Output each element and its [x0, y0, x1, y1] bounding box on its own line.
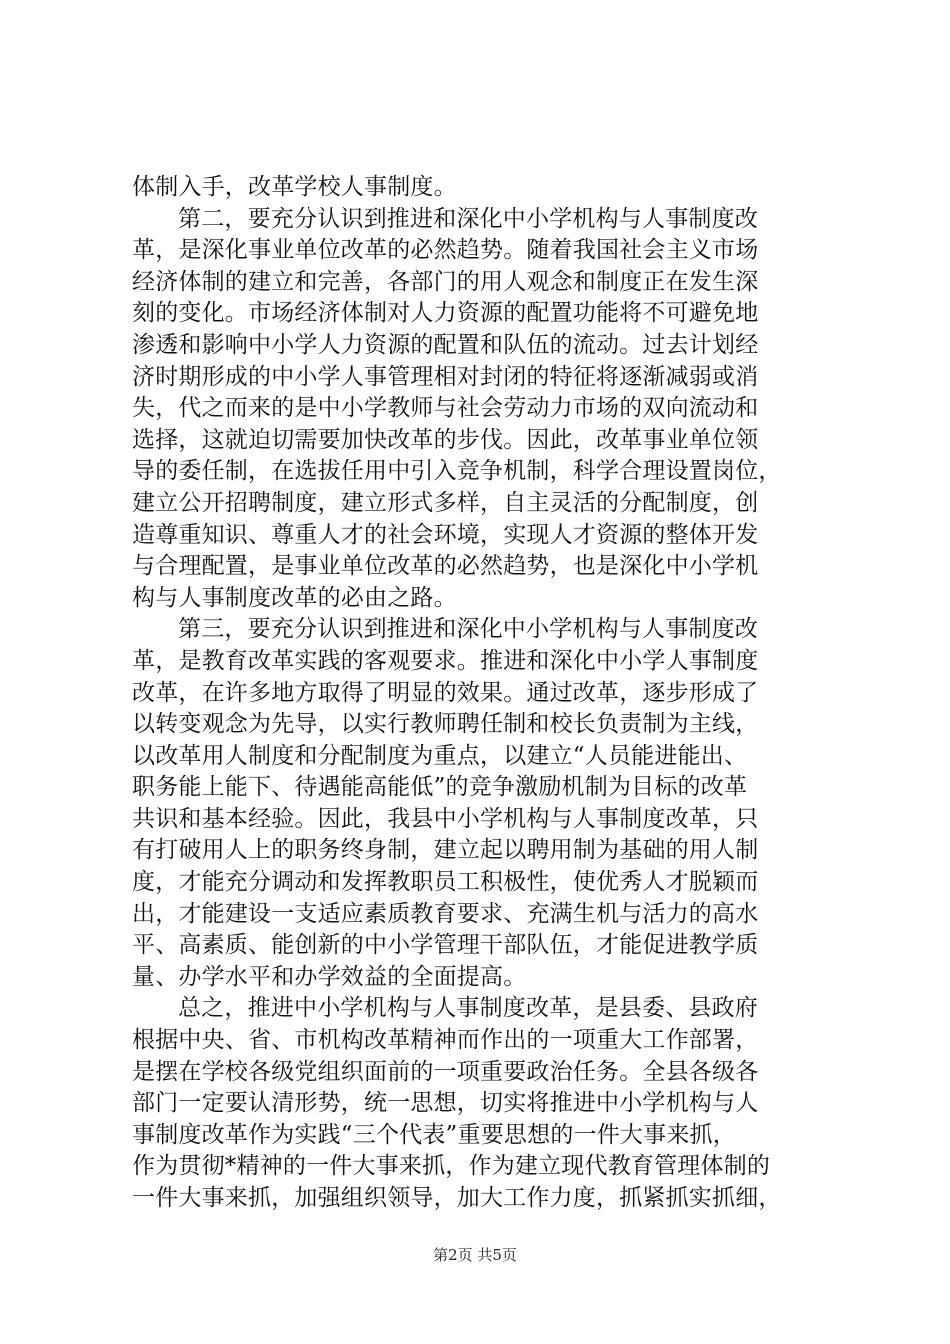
text-line: 建立公开招聘制度，建立形式多样，自主灵活的分配制度，创	[132, 489, 759, 516]
text-line: 革，是教育改革实践的客观要求。推进和深化中小学人事制度	[132, 647, 759, 674]
text-line: 选择，这就迫切需要加快改革的步伐。因此，改革事业单位领	[132, 426, 759, 453]
text-line: 导的委任制，在选拔任用中引入竞争机制，科学合理设置岗位，	[132, 458, 782, 485]
text-line: 职务能上能下、待遇能高能低”的竞争激励机制为目标的改革	[132, 774, 748, 801]
text-line: 出，才能建设一支适应素质教育要求、充满生机与活力的高水	[132, 900, 759, 927]
text-line: 共识和基本经验。因此，我县中小学机构与人事制度改革，只	[132, 805, 759, 832]
text-line: 渗透和影响中小学人力资源的配置和队伍的流动。过去计划经	[132, 331, 759, 358]
text-line: 度，才能充分调动和发挥教职员工积极性，使优秀人才脱颖而	[132, 869, 759, 896]
text-line: 根据中央、省、市机构改革精神而作出的一项重大工作部署，	[132, 1027, 759, 1054]
text-line: 改革，在许多地方取得了明显的效果。通过改革，逐步形成了	[132, 679, 759, 706]
page-number-footer: 第2页 共5页	[433, 1246, 517, 1264]
text-line: 部门一定要认清形势，统一思想，切实将推进中小学机构与人	[132, 1090, 759, 1117]
text-line: 作为贯彻*精神的一件大事来抓，作为建立现代教育管理体制的	[132, 1153, 771, 1180]
paragraph-start-line: 第二，要充分认识到推进和深化中小学机构与人事制度改	[178, 205, 758, 232]
body-text	[132, 172, 830, 1215]
text-line: 以转变观念为先导，以实行教师聘任制和校长负责制为主线，	[132, 711, 759, 738]
text-line: 与合理配置，是事业单位改革的必然趋势，也是深化中小学机	[132, 553, 759, 580]
paragraph-start-line: 第三，要充分认识到推进和深化中小学机构与人事制度改	[178, 616, 758, 643]
text-line: 是摆在学校各级党组织面前的一项重要政治任务。全县各级各	[132, 1058, 759, 1085]
text-line: 造尊重知识、尊重人才的社会环境，实现人才资源的整体开发	[132, 521, 759, 548]
paragraph-start-line: 总之，推进中小学机构与人事制度改革，是县委、县政府	[178, 995, 758, 1022]
text-line: 济时期形成的中小学人事管理相对封闭的特征将逐渐减弱或消	[132, 363, 759, 390]
text-line: 一件大事来抓，加强组织领导，加大工作力度，抓紧抓实抓细，	[132, 1185, 782, 1211]
text-line: 经济体制的建立和完善，各部门的用人观念和制度正在发生深	[132, 268, 759, 295]
text-line: 有打破用人上的职务终身制，建立起以聘用制为基础的用人制	[132, 837, 759, 864]
text-line: 体制入手，改革学校人事制度。	[132, 174, 457, 200]
text-line: 刻的变化。市场经济体制对人力资源的配置功能将不可避免地	[132, 300, 759, 327]
text-line: 构与人事制度改革的必由之路。	[132, 584, 457, 611]
text-line: 事制度改革作为实践“三个代表”重要思想的一件大事来抓，	[132, 1121, 736, 1148]
text-line: 量、办学水平和办学效益的全面提高。	[132, 963, 527, 990]
text-line: 平、高素质、能创新的中小学管理干部队伍，才能促进教学质	[132, 932, 759, 959]
text-line: 以改革用人制度和分配制度为重点，以建立“人员能进能出、	[132, 742, 748, 769]
text-line: 失，代之而来的是中小学教师与社会劳动力市场的双向流动和	[132, 395, 759, 422]
text-line: 革，是深化事业单位改革的必然趋势。随着我国社会主义市场	[132, 237, 759, 264]
